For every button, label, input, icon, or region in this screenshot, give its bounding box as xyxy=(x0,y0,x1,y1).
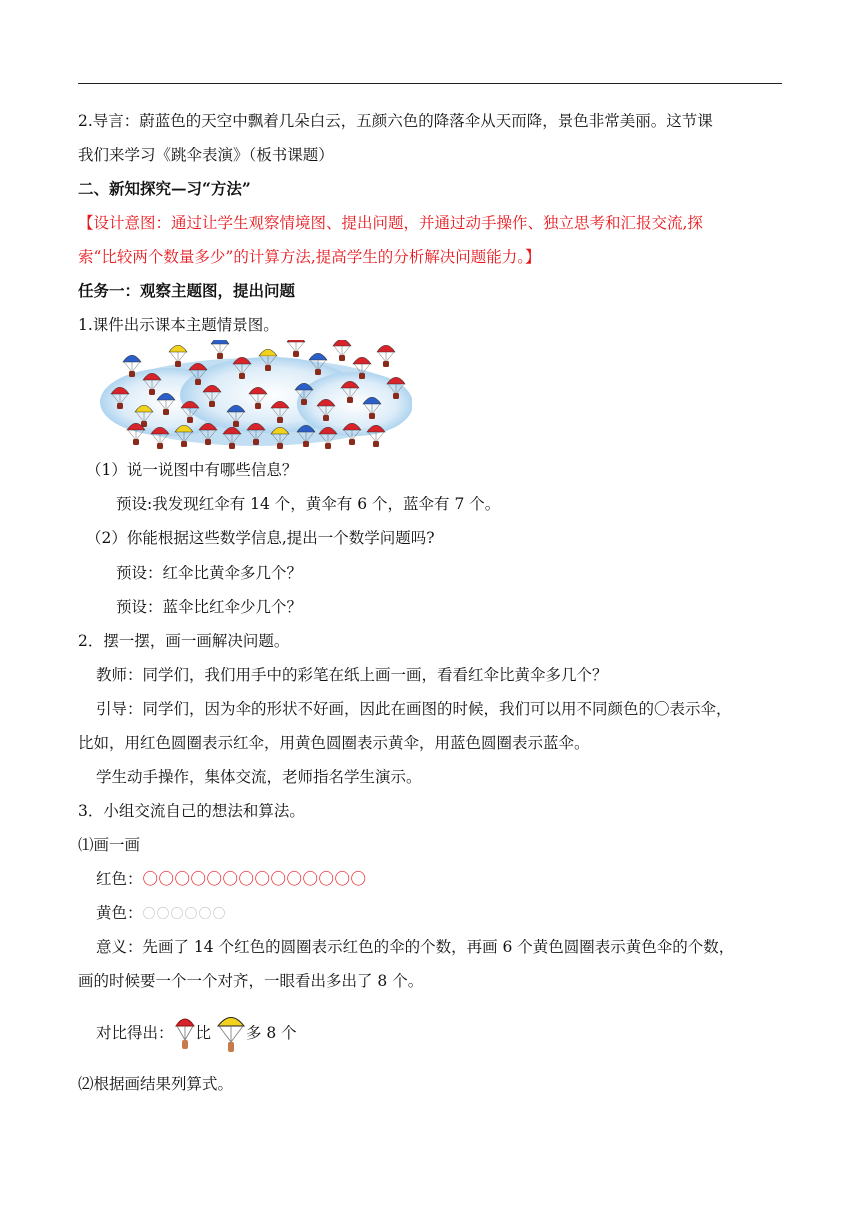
formula-heading: ⑵根据画结果列算式。 xyxy=(78,1075,234,1093)
compare-prefix: 对比得出： xyxy=(96,1024,174,1042)
step-3: 3．小组交流自己的想法和算法。 xyxy=(78,802,305,820)
meaning-line-2: 画的时候要一个一个对齐，一眼看出多出了 8 个。 xyxy=(78,972,424,990)
question-1: （1）说一说图中有哪些信息？ xyxy=(86,461,298,479)
section-heading: 二、新知探究—习“方法” xyxy=(78,179,251,198)
parachute-icon xyxy=(211,340,229,359)
guide-line-1: 引导：同学们，因为伞的形状不好画，因此在画图的时候，我们可以用不同颜色的〇表示伞， xyxy=(96,700,732,718)
yellow-umbrella-icon xyxy=(216,1012,246,1056)
answer-2a: 预设：红伞比黄伞多几个？ xyxy=(116,564,303,582)
question-2: （2）你能根据这些数学信息,提出一个数学问题吗? xyxy=(86,529,435,547)
teacher-line: 教师：同学们，我们用手中的彩笔在纸上画一画，看看红伞比黄伞多几个？ xyxy=(96,666,608,684)
parachute-icon xyxy=(367,425,385,447)
guide-line-2: 比如，用红色圆圈表示红伞，用黄色圆圈表示黄伞，用蓝色圆圈表示蓝伞。 xyxy=(78,734,590,752)
intro-line-1: 2.导言：蔚蓝色的天空中飘着几朵白云，五颜六色的降落伞从天而降，景色非常美丽。这节课 xyxy=(78,112,713,130)
task-heading: 任务一：观察主题图，提出问题 xyxy=(78,281,296,300)
parachute-icon xyxy=(333,340,351,361)
design-intent-line-2: 索“比较两个数量多少”的计算方法,提高学生的分析解决问题能力。】 xyxy=(78,248,541,266)
compare-suffix: 多 8 个 xyxy=(245,1024,297,1042)
header-rule xyxy=(78,83,782,84)
red-row xyxy=(96,868,367,890)
answer-2b: 预设：蓝伞比红伞少几个？ xyxy=(116,598,303,616)
step-2: 2．摆一摆，画一画解决问题。 xyxy=(78,632,290,650)
red-label: 红色： xyxy=(96,870,143,888)
parachute-icon xyxy=(127,423,145,445)
parachute-icon xyxy=(287,340,305,357)
yellow-row xyxy=(96,902,227,926)
student-line: 学生动手操作，集体交流，老师指名学生演示。 xyxy=(96,768,422,786)
intro-line-2: 我们来学习《跳伞表演》（板书课题） xyxy=(78,146,334,164)
red-umbrella-icon xyxy=(174,1014,196,1054)
compare-mid: 比 xyxy=(195,1024,212,1042)
parachute-scene-image xyxy=(100,340,412,450)
parachute-icon xyxy=(377,345,395,367)
design-intent-line-1: 【设计意图：通过让学生观察情境图、提出问题，并通过动手操作、独立思考和汇报交流,探 xyxy=(78,214,703,232)
answer-1: 预设:我发现红伞有 14 个，黄伞有 6 个，蓝伞有 7 个。 xyxy=(116,495,501,513)
parachute-icon xyxy=(151,427,169,449)
meaning-line-1: 意义：先画了 14 个红色的圆圈表示红色的伞的个数，再画 6 个黄色圆圈表示黄色伞的个数， xyxy=(96,938,735,956)
compare-row xyxy=(96,1010,297,1056)
red-circles: 〇〇〇〇〇〇〇〇〇〇〇〇〇〇 xyxy=(142,870,367,888)
yellow-label: 黄色： xyxy=(96,904,143,922)
draw-heading: ⑴画一画 xyxy=(78,836,141,854)
yellow-circles: 〇〇〇〇〇〇 xyxy=(142,907,227,922)
step-1: 1.课件出示课本主题情景图。 xyxy=(78,316,279,334)
